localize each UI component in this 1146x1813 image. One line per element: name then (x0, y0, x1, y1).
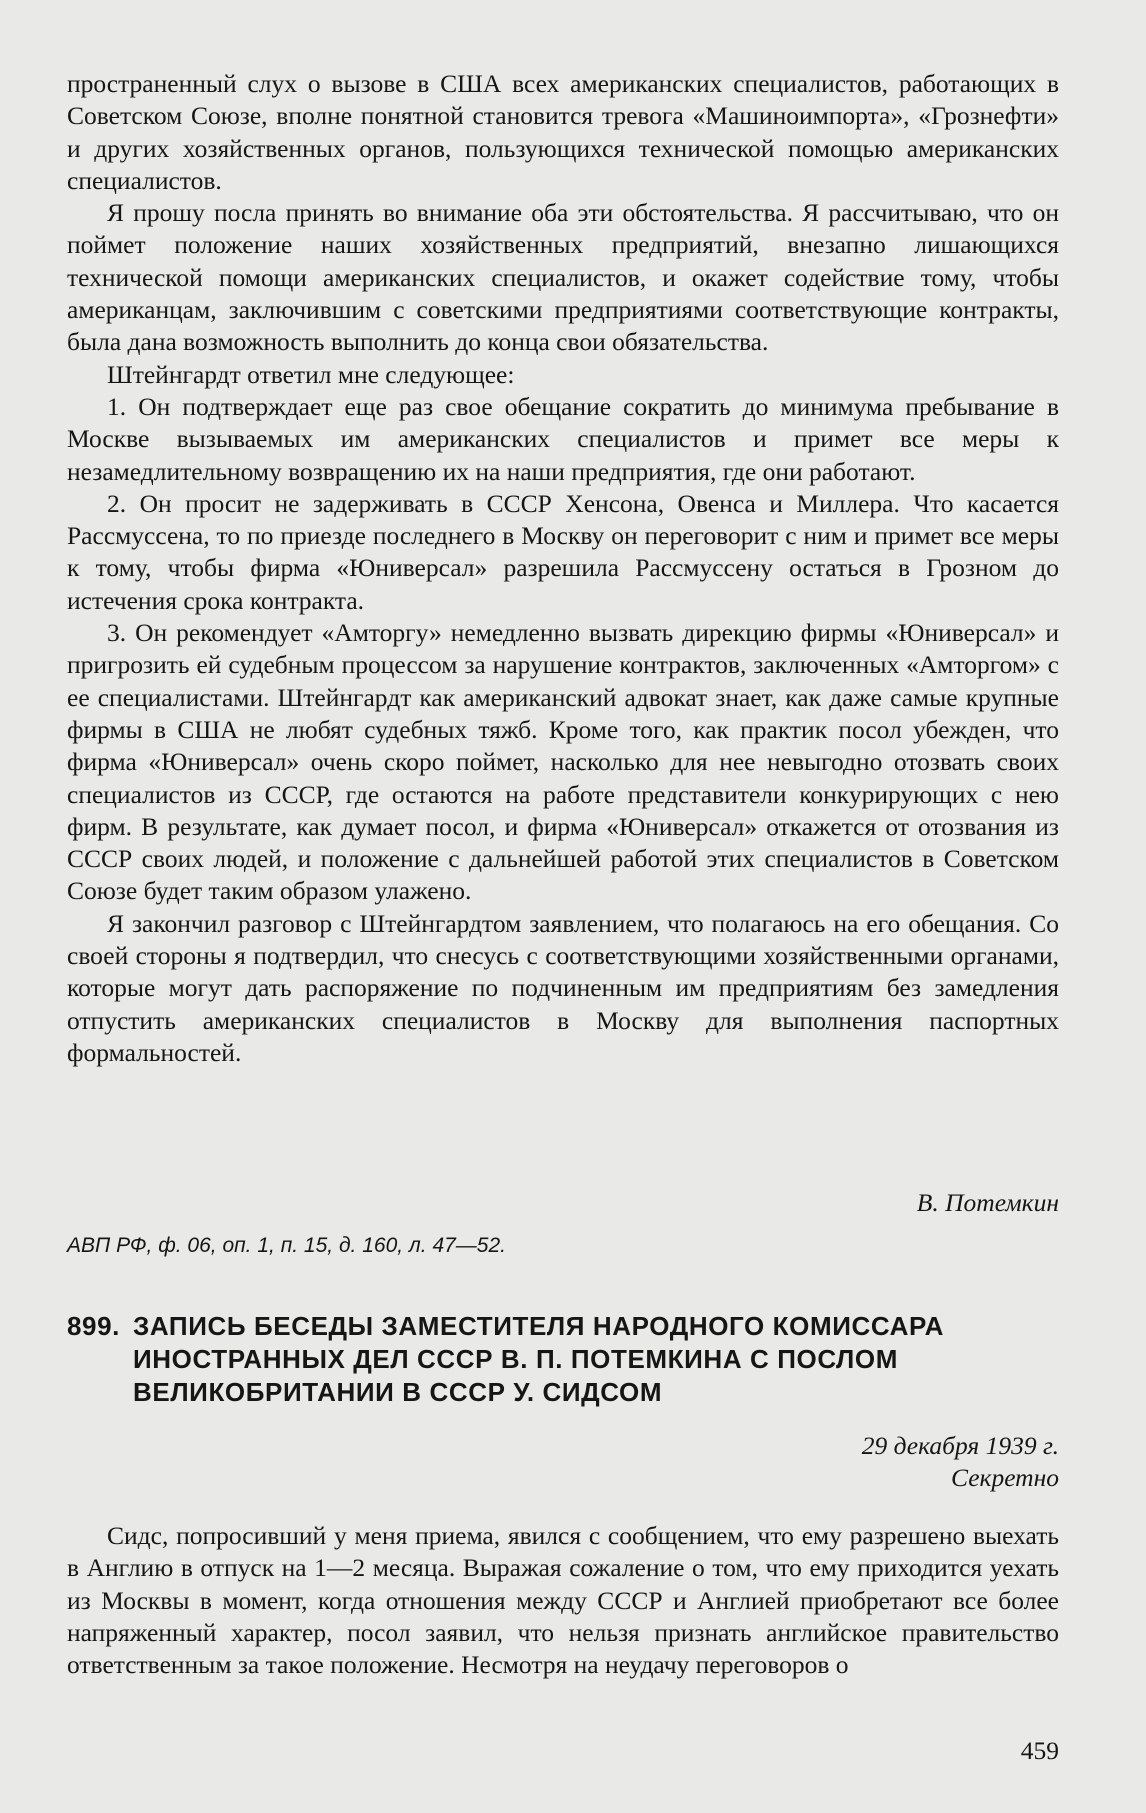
page-number: 459 (1020, 1736, 1059, 1765)
document-date-block (862, 1430, 1059, 1494)
section-title: ЗАПИСЬ БЕСЕДЫ ЗАМЕСТИТЕЛЯ НАРОДНОГО КОМИССАРА ИНОСТРАННЫХ ДЕЛ СССР В. П. ПОТЕМКИНА С ПОСЛОМ ВЕЛИКОБРИТАНИИ В СССР У. СИДСОМ (133, 1311, 945, 1407)
classification-label: Секретно (951, 1463, 1059, 1492)
paragraph-2: Я прошу посла принять во внимание оба эти обстоятельства. Я рассчитываю, что он поймет положение наших хозяйственных предприятий, внезапно лишающихся технической помощи американских специалистов, и окажет содействие тому, чтобы американцам, заключившим с советскими предприятиями соответствующие контракты, была дана возможность выполнить до конца свои обязательства. (67, 198, 1059, 357)
paragraph-4: 1. Он подтверждает еще раз свое обещание сократить до минимума пребывание в Москве вызываемых им американских специалистов и примет все меры к незамедлительному возвращению их на наши предприятия, где они работают. (67, 391, 1059, 486)
paragraph-6: 3. Он рекомендует «Амторгу» немедленно вызвать дирекцию фирмы «Юниверсал» и пригрозить ей судебным процессом за нарушение контрактов, заключенных «Амторгом» с ее специалистами. Штейнгардт как американский адвокат знает, как даже самые крупные фирмы в США не любят судебных тяжб. Кроме того, как практик посол убежден, что фирма «Юниверсал» очень скоро поймет, насколько для нее невыгодно отозвать своих специалистов из СССР, где остаются на работе представители конкурирующих с нею фирм. В результате, как думает посол, и фирма «Юниверсал» откажется от отозвания из СССР своих людей, и положение с дальнейшей работой этих специалистов в Советском Союзе будет таким образом улажено. (67, 618, 1059, 906)
document-date: 29 декабря 1939 г. (861, 1431, 1059, 1460)
paragraph-7: Я закончил разговор с Штейнгардтом заявлением, что полагаюсь на его обещания. Со своей стороны я подтвердил, что снесусь с соответствующими хозяйственными органами, которые могут дать распоряжение по подчиненным им предприятиям без замедления отпустить американских специалистов в Москву для выполнения паспортных формальностей. (67, 908, 1059, 1067)
body-text-top (67, 68, 1059, 1069)
paragraph-3: Штейнгардт ответил мне следующее: (107, 359, 515, 389)
archive-reference: АВП РФ, ф. 06, оп. 1, п. 15, д. 160, л. 47—52. (67, 1234, 506, 1257)
paragraph-1: пространенный слух о вызове в США всех американских специалистов, работающих в Советском Союзе, вполне понятной становится тревога «Машиноимпорта», «Грознефти» и других хозяйственных органов, пользующихся технической помощью американских специалистов. (67, 69, 1059, 195)
signature: В. Потемкин (916, 1188, 1059, 1217)
body-text-bottom (67, 1520, 1059, 1681)
paragraph-5: 2. Он просит не задерживать в СССР Хенсона, Овенса и Миллера. Что касается Рассмуссена, то по приезде последнего в Москву он переговорит с ним и примет все меры к тому, чтобы фирма «Юниверсал» разрешила Рассмуссену остаться в Грозном до истечения срока контракта. (67, 488, 1059, 615)
section-number: 899. (67, 1311, 121, 1341)
section-paragraph-1: Сидс, попросивший у меня приема, явился с сообщением, что ему разрешено выехать в Англию в отпуск на 1—2 месяца. Выражая сожаление о том, что ему приходится уехать из Москвы в момент, когда отношения между СССР и Англией приобретают все более напряженный характер, посол заявил, что нельзя признать английское правительство ответственным за такое положение. Несмотря на неудачу переговоров о (67, 1521, 1059, 1680)
section-heading (67, 1310, 1059, 1409)
